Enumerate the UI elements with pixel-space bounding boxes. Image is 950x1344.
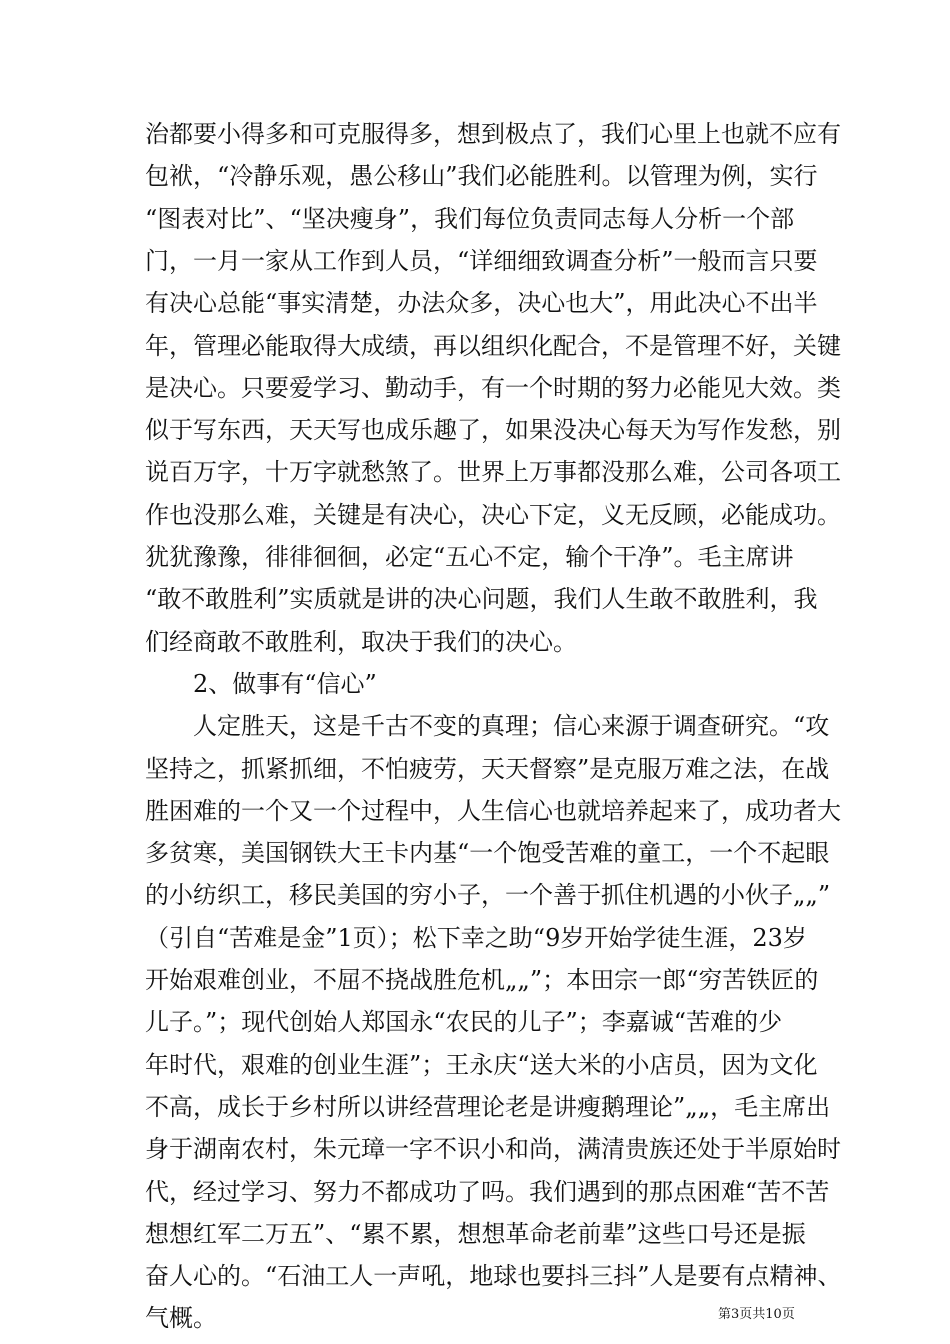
text-line: 奋人心的。“石油工人一声吼，地球也要抖三抖”人是要有点精神、 (145, 1262, 842, 1291)
text-line: 儿子。”；现代创始人郑国永“农民的儿子”；李嘉诚“苦难的少 (145, 1008, 783, 1037)
text-line: 的小纺织工，移民美国的穷小子，一个善于抓住机遇的小伙子„„” (145, 881, 831, 910)
text-line: 胜困难的一个又一个过程中，人生信心也就培养起来了，成功者大 (145, 796, 841, 825)
text-line: 年时代，艰难的创业生涯”；王永庆“送大米的小店员，因为文化 (145, 1050, 818, 1079)
text-line: 2、做事有“信心” (145, 669, 377, 698)
text-line: 不高，成长于乡村所以讲经营理论老是讲瘦鹅理论”„„，毛主席出 (145, 1092, 831, 1121)
text-line: 气概。 (145, 1304, 217, 1333)
text-line: 年，管理必能取得大成绩，再以组织化配合，不是管理不好，关键 (145, 331, 841, 360)
text-line: “敢不敢胜利”实质就是讲的决心问题，我们人生敢不敢胜利，我 (145, 585, 818, 614)
text-line: 犹犹豫豫，徘徘徊徊，必定“五心不定，输个干净”。毛主席讲 (145, 543, 794, 571)
text-line: 多贫寒，美国钢铁大王卡内基“一个饱受苦难的童工，一个不起眼 (145, 839, 830, 868)
text-line: 是决心。只要爱学习、勤动手，有一个时期的努力必能见大效。类 (145, 373, 841, 402)
text-line: 代，经过学习、努力不都成功了吗。我们遇到的那点困难“苦不苦 (145, 1177, 830, 1206)
text-line: 包袱，“冷静乐观，愚公移山”我们必能胜利。以管理为例，实行 (145, 162, 818, 191)
text-line: 坚持之，抓紧抓细，不怕疲劳，天天督察”是克服万难之法，在战 (145, 754, 830, 783)
page-number: 第3页共10页 (718, 1307, 795, 1322)
text-line: 想想红军二万五”、“累不累，想想革命老前辈”这些口号还是振 (145, 1219, 806, 1248)
text-line: 门，一月一家从工作到人员，“详细细致调查分析”一般而言只要 (145, 246, 818, 275)
text-line: 治都要小得多和可克服得多，想到极点了，我们心里上也就不应有 (145, 120, 841, 148)
text-line: 开始艰难创业，不屈不挠战胜危机„„”；本田宗一郎“穷苦铁匠的 (145, 966, 819, 994)
text-line: 身于湖南农村，朱元璋一字不识小和尚，满清贵族还处于半原始时 (145, 1135, 841, 1164)
text-line: “图表对比”、“坚决瘦身”，我们每位负责同志每人分析一个部 (145, 204, 795, 233)
text-line: 似于写东西，天天写也成乐趣了，如果没决心每天为写作发愁，别 (145, 416, 841, 445)
text-line: 作也没那么难，关键是有决心，决心下定，义无反顾，必能成功。 (145, 500, 841, 529)
text-line: 们经商敢不敢胜利，取决于我们的决心。 (145, 627, 577, 656)
text-line: （引自“苦难是金”1页）；松下幸之助“9岁开始学徒生涯，23岁 (145, 923, 807, 952)
text-line: 有决心总能“事实清楚，办法众多，决心也大”，用此决心不出半 (145, 289, 818, 318)
text-line: 说百万字，十万字就愁煞了。世界上万事都没那么难，公司各项工 (145, 458, 841, 487)
text-line: 人定胜天，这是千古不变的真理；信心来源于调查研究。“攻 (145, 712, 830, 741)
